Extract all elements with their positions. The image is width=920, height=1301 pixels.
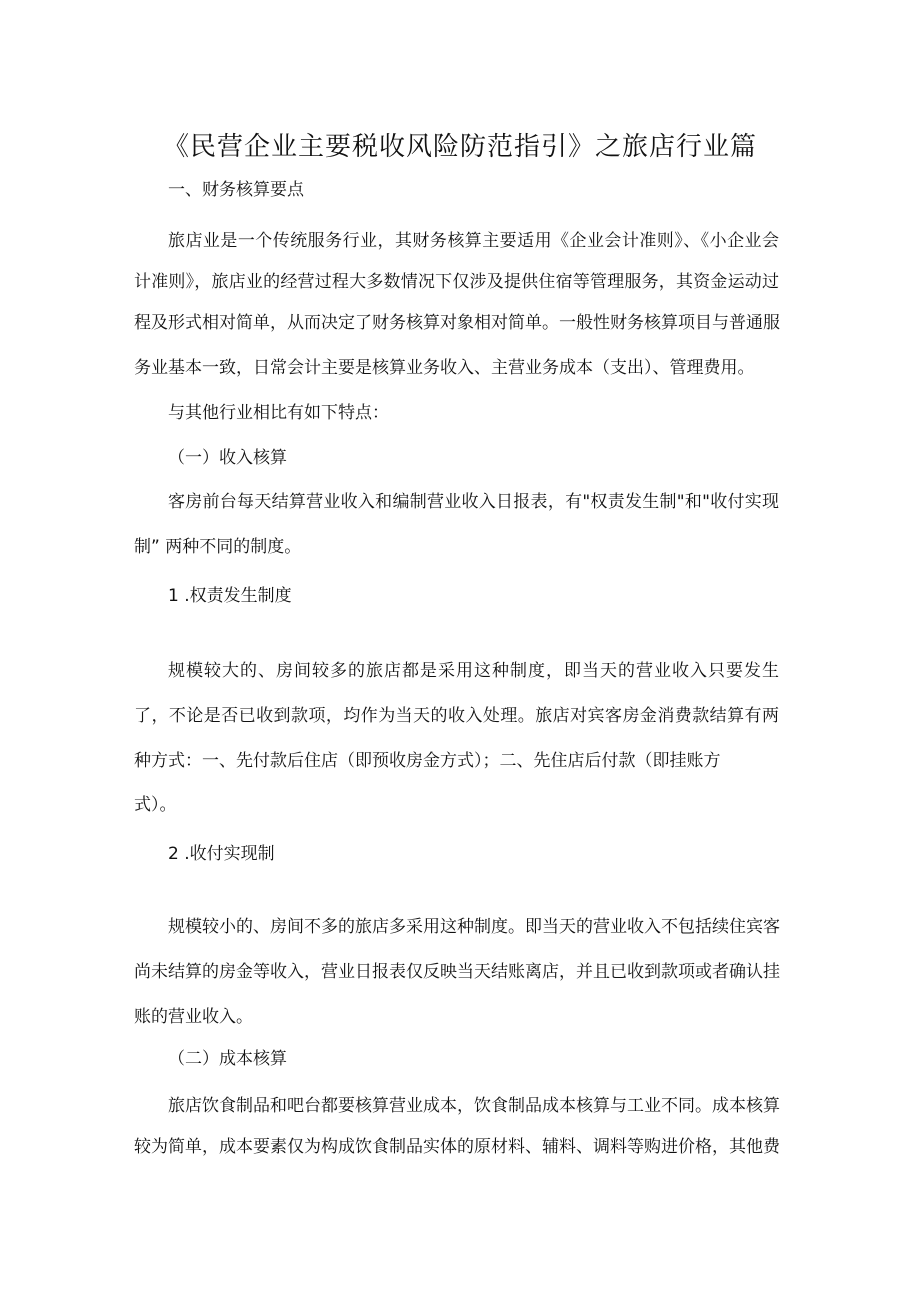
paragraph-line: 与其他行业相比有如下特点： [168,403,389,423]
paragraph-line: 务业基本一致，日常会计主要是核算业务收入、主营业务成本（支出）、管理费用。 [134,358,755,378]
paragraph-line: 账的营业收入。 [134,1007,253,1027]
paragraph-line: 规模较大的、房间较多的旅店都是采用这种制度，即当天的营业收入只要发生 [168,661,779,681]
item-heading: 2 .收付实现制 [168,844,275,864]
paragraph-line: 制” 两种不同的制度。 [134,537,302,557]
paragraph-line: 程及形式相对简单，从而决定了财务核算对象相对简单。一般性财务核算项目与普通服 [134,313,780,333]
section-heading: 一、财务核算要点 [168,180,304,200]
paragraph-line: 式）。 [134,795,177,815]
paragraph-line: 种方式：一、先付款后住店（即预收房金方式）；二、先住店后付款（即挂账方 [134,751,721,771]
item-heading: 1 .权责发生制度 [168,586,292,606]
paragraph-line: 客房前台每天结算营业收入和编制营业收入日报表，有"权责发生制"和"收付实现 [168,492,779,512]
paragraph-line: 旅店业是一个传统服务行业，其财务核算主要适用《企业会计准则》、《小企业会 [168,231,779,251]
paragraph-line: 计准则》，旅店业的经营过程大多数情况下仅涉及提供住宿等管理服务，其资金运动过 [134,272,779,292]
paragraph-line: 尚未结算的房金等收入，营业日报表仅反映当天结账离店，并且已收到款项或者确认挂 [134,962,780,982]
subsection-heading: （一）收入核算 [168,448,287,468]
paragraph-line: 了，不论是否已收到款项，均作为当天的收入处理。旅店对宾客房金消费款结算有两 [134,706,779,726]
paragraph-line: 较为简单，成本要素仅为构成饮食制品实体的原材料、辅料、调料等购进价格，其他费 [134,1137,780,1157]
paragraph-line: 旅店饮食制品和吧台都要核算营业成本，饮食制品成本核算与工业不同。成本核算 [168,1096,780,1116]
document-title: 《民营企业主要税收风险防范指引》之旅店行业篇 [162,132,757,162]
subsection-heading: （二）成本核算 [168,1049,287,1069]
paragraph-line: 规模较小的、房间不多的旅店多采用这种制度。即当天的营业收入不包括续住宾客 [168,917,780,937]
